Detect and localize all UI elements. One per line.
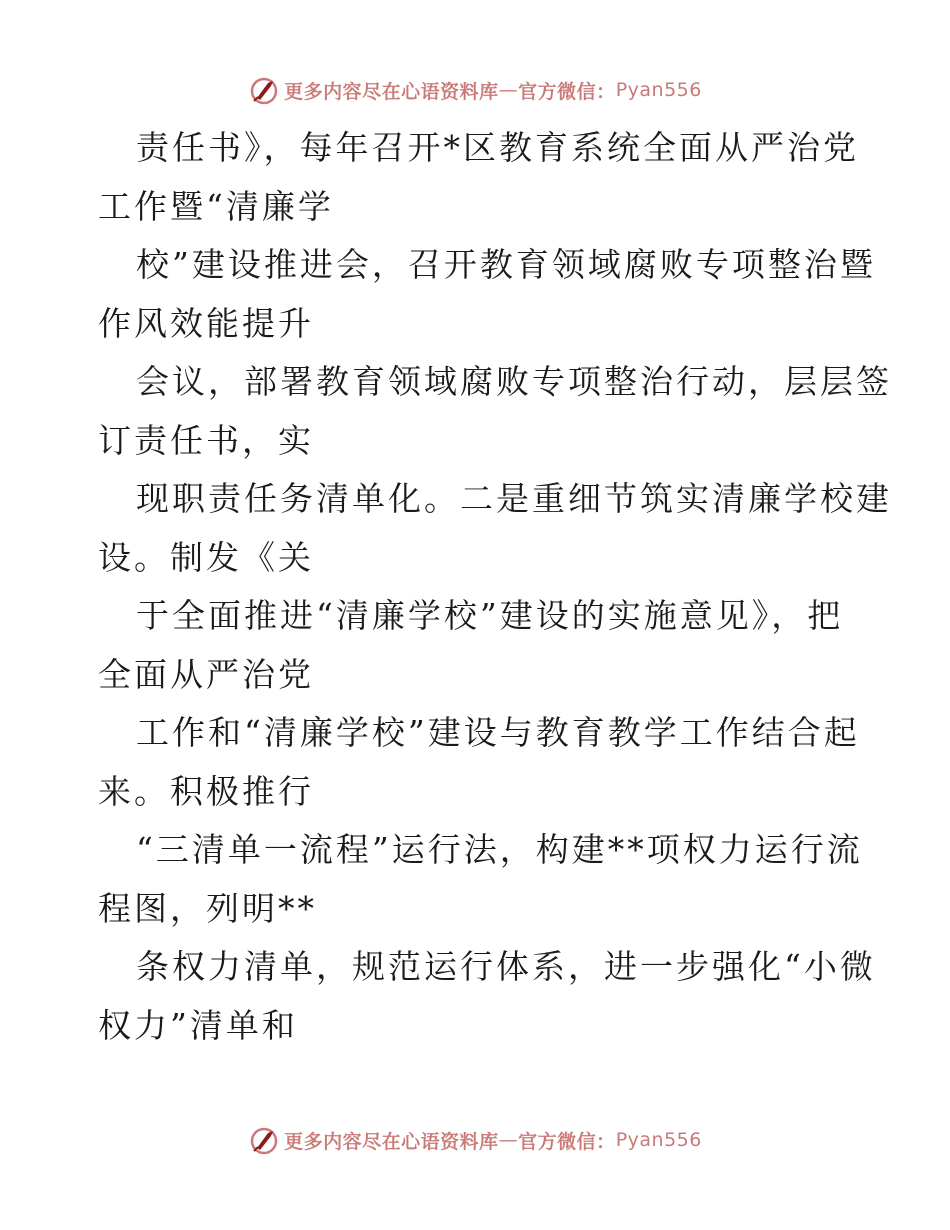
body-line: 现职责任务清单化。二是重细节筑实清廉学校建: [136, 479, 892, 518]
watermark-wechat-id: Pyan556: [615, 79, 702, 101]
body-line: 程图，列明**: [98, 889, 317, 928]
watermark-wechat-id: Pyan556: [615, 1129, 702, 1151]
header-watermark: [0, 70, 950, 110]
body-line: 设。制发《关: [98, 538, 314, 577]
watermark-main-text: 更多内容尽在心语资料库: [284, 80, 499, 103]
pen-nib-logo-icon: [248, 74, 280, 106]
body-line: 作风效能提升: [98, 304, 314, 343]
body-line: 会议，部署教育领域腐败专项整治行动，层层签: [136, 362, 892, 401]
watermark-wechat-label: 官方微信：: [518, 1130, 616, 1153]
watermark-main-text: 更多内容尽在心语资料库: [284, 1130, 499, 1153]
body-line: 条权力清单，规范运行体系，进一步强化“小微: [136, 947, 876, 986]
body-line: 工作和“清廉学校”建设与教育教学工作结合起: [136, 713, 860, 752]
body-line: 于全面推进“清廉学校”建设的实施意见》，把: [136, 596, 844, 635]
body-line: 校”建设推进会，召开教育领域腐败专项整治暨: [136, 245, 876, 284]
body-line: 来。积极推行: [98, 772, 314, 811]
pen-nib-logo-icon: [248, 1124, 280, 1156]
body-line: 全面从严治党: [98, 655, 314, 694]
body-line: 订责任书，实: [98, 421, 314, 460]
body-line: 权力”清单和: [98, 1006, 298, 1045]
body-line: 工作暨“清廉学: [98, 187, 334, 226]
watermark-separator: —: [498, 79, 519, 101]
watermark-separator: —: [498, 1129, 519, 1151]
footer-watermark: [0, 1120, 950, 1160]
body-line: 责任书》，每年召开*区教育系统全面从严治党: [136, 128, 859, 167]
body-line: “三清单一流程”运行法，构建**项权力运行流: [136, 830, 863, 869]
watermark-wechat-label: 官方微信：: [518, 80, 616, 103]
